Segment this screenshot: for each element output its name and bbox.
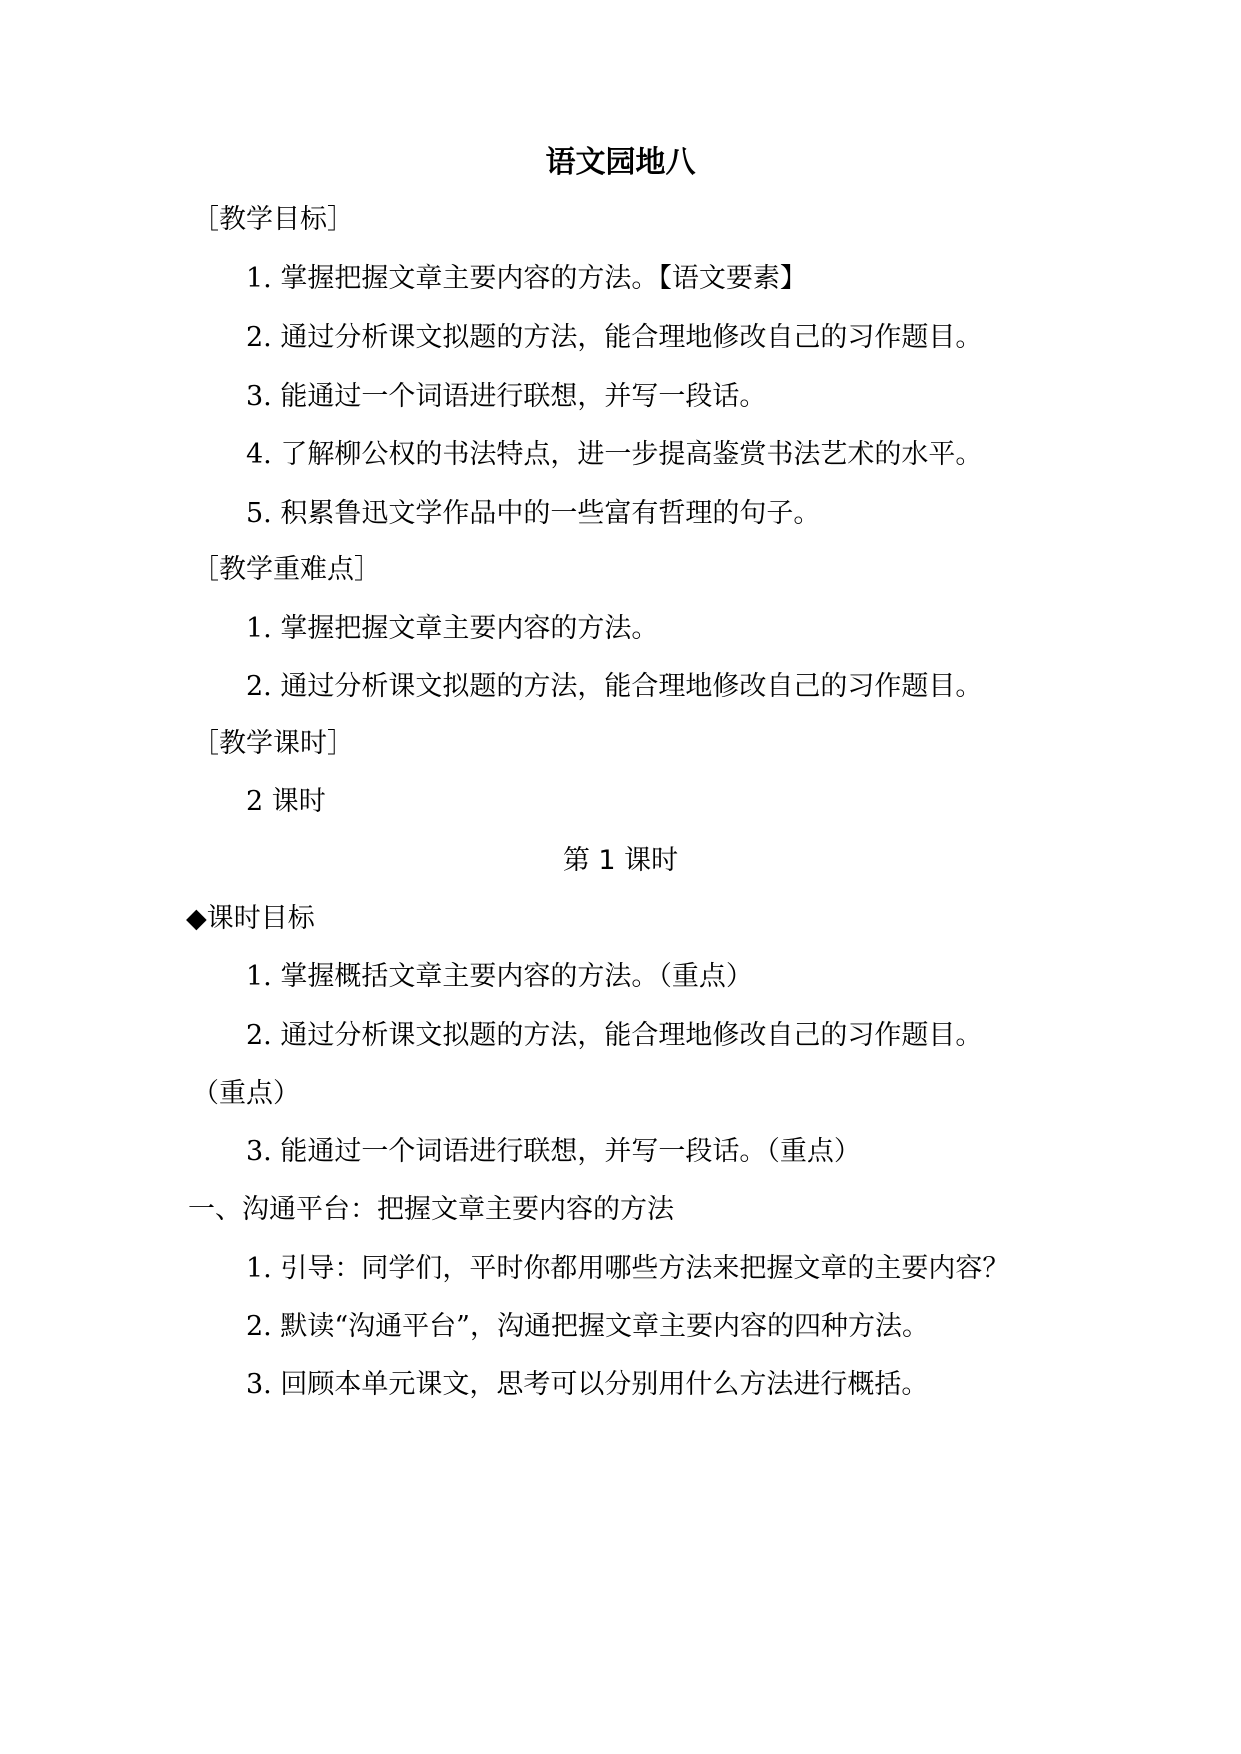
goal-item-5: 5. 积累鲁迅文学作品中的一些富有哲理的句子。 xyxy=(246,498,821,529)
goals-heading: ［教学目标］ xyxy=(192,204,354,235)
lesson-goals-heading: ◆课时目标 xyxy=(186,903,315,934)
page-title: 语文园地八 xyxy=(545,145,696,180)
lesson-goal-item-1: 1. 掌握概括文章主要内容的方法。（重点） xyxy=(246,961,753,992)
goal-item-3: 3. 能通过一个词语进行联想，并写一段话。 xyxy=(246,381,767,412)
part1-step-3: 3. 回顾本单元课文，思考可以分别用什么方法进行概括。 xyxy=(246,1369,929,1400)
lesson-title: 第 1 课时 xyxy=(562,845,679,876)
lesson-goal-item-2: 2. 通过分析课文拟题的方法，能合理地修改自己的习作题目。 xyxy=(246,1020,983,1051)
part1-heading: 一、沟通平台：把握文章主要内容的方法 xyxy=(188,1194,674,1225)
part1-step-2: 2. 默读“沟通平台”，沟通把握文章主要内容的四种方法。 xyxy=(246,1311,929,1342)
goal-item-1: 1. 掌握把握文章主要内容的方法。【语文要素】 xyxy=(246,263,807,294)
lesson-goal-item-2-continuation: （重点） xyxy=(192,1078,300,1109)
key-point-item-2: 2. 通过分析课文拟题的方法，能合理地修改自己的习作题目。 xyxy=(246,671,983,702)
goal-item-2: 2. 通过分析课文拟题的方法，能合理地修改自己的习作题目。 xyxy=(246,322,983,353)
lesson-goal-item-3: 3. 能通过一个词语进行联想，并写一段话。（重点） xyxy=(246,1136,861,1167)
key-point-item-1: 1. 掌握把握文章主要内容的方法。 xyxy=(246,613,659,644)
part1-step-1: 1. 引导：同学们，平时你都用哪些方法来把握文章的主要内容？ xyxy=(246,1253,1010,1284)
key-points-heading: ［教学重难点］ xyxy=(192,554,381,585)
periods-heading: ［教学课时］ xyxy=(192,728,354,759)
periods-value: 2 课时 xyxy=(246,786,326,817)
goal-item-4: 4. 了解柳公权的书法特点，进一步提高鉴赏书法艺术的水平。 xyxy=(246,439,983,470)
